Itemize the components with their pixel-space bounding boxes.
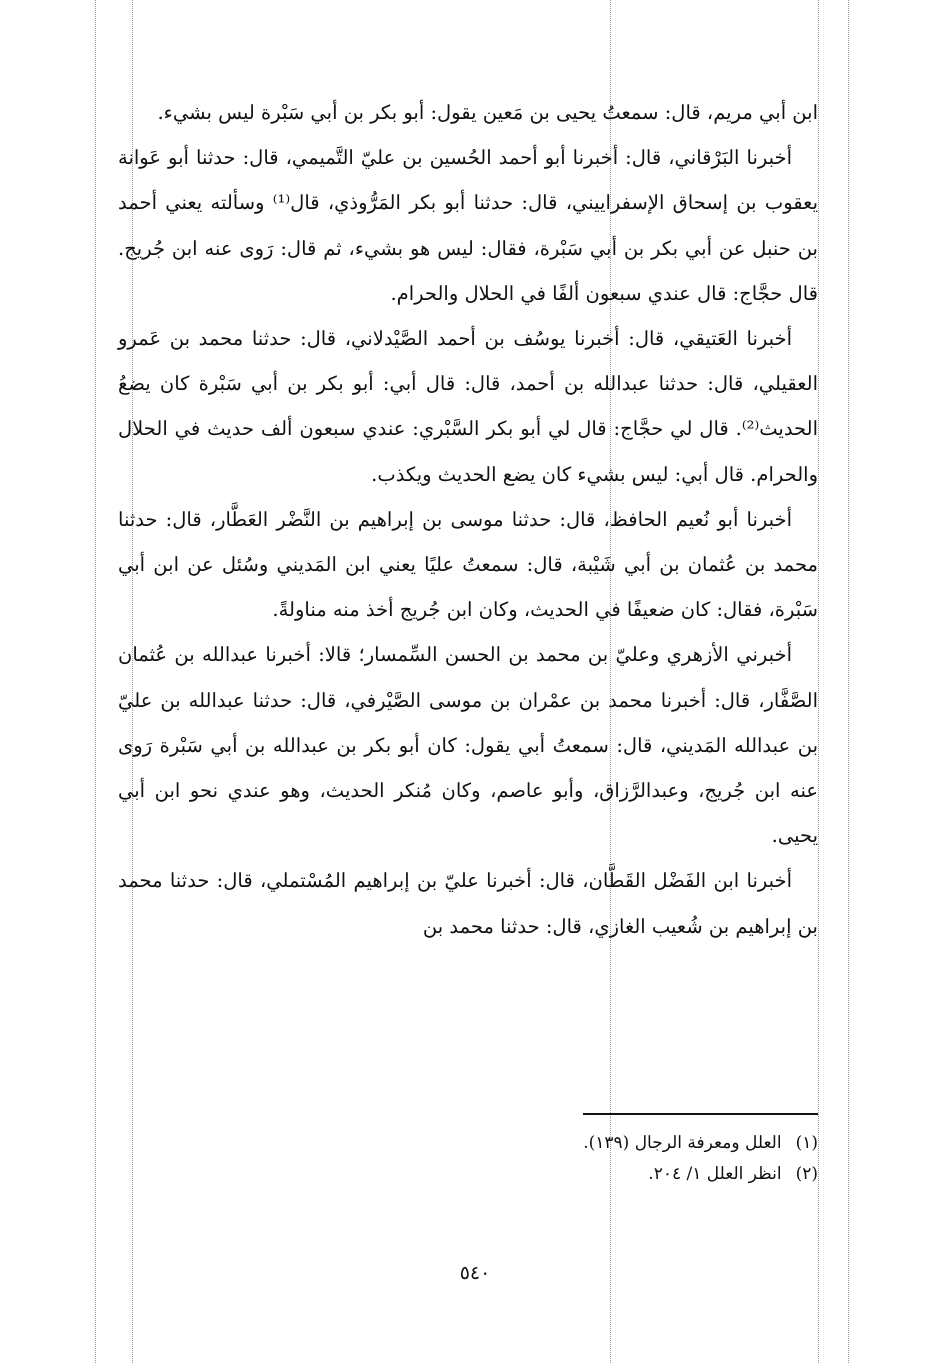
footnote bbox=[300, 1159, 818, 1190]
body-paragraph: أخبرنا ابن الفَضْل القَطَّان، قال: أخبرنا عليّ بن إبراهيم المُسْتملي، قال: حدثنا محمد بن إبراهيم بن شُعيب الغازي، قال: حدثنا محمد بن bbox=[118, 869, 818, 938]
scan-guide-line bbox=[848, 0, 849, 1363]
body-paragraph: أخبرني الأزهري وعليّ بن محمد بن الحسن السِّمسار؛ قالا: أخبرنا عبدالله بن عُثمان الصَّفَّار، قال: أخبرنا محمد بن عمْران بن موسى الصَّيْرفي، قال: حدثنا عبدالله بن عليّ بن عبدالله المَديني، قال: سمعتُ أبي يقول: كان أبو بكر بن عبدالله بن أبي سَبْرة رَوى عنه ابن جُريج، وعبدالرَّزاق، وأبو عاصم، وكان مُنكر الحديث، وهو عندي نحو ابن أبي يحيى. bbox=[118, 643, 818, 848]
body-paragraph: أخبرنا أبو نُعيم الحافظ، قال: حدثنا موسى بن إبراهيم بن النَّضْر العَطَّار، قال: حدثنا محمد بن عُثمان بن أبي شَيْبة، قال: سمعتُ عليًا يعني ابن المَديني وسُئل عن ابن أبي سَبْرة، فقال: كان ضعيفًا في الحديث، وكان ابن جُريج أخذ منه مناولةً. bbox=[118, 507, 818, 622]
body-paragraph: أخبرنا العَتيقي، قال: أخبرنا يوسُف بن أحمد الصَّيْدلاني، قال: حدثنا محمد بن عَمرو العقيلي، قال: حدثنا عبدالله بن أحمد، قال: قال أبي: أبو بكر بن أبي سَبْرة كان يضعُ الحديث⁽²⁾. قال لي حجَّاج: قال لي أبو بكر السَّبْري: عندي سبعون ألف حديث في الحلال والحرام. قال أبي: ليس بشيء كان يضع الحديث ويكذب. bbox=[118, 327, 818, 486]
scan-guide-line bbox=[818, 0, 819, 1363]
scan-guide-line bbox=[95, 0, 96, 1363]
page-body bbox=[118, 90, 818, 949]
footnote bbox=[300, 1128, 818, 1159]
page-number: ٥٤٠ bbox=[459, 1262, 491, 1284]
body-paragraph: أخبرنا البَرْقاني، قال: أخبرنا أبو أحمد الحُسين بن عليّ التَّميمي، قال: حدثنا أبو عَوانة يعقوب بن إسحاق الإسفراييني، قال: حدثنا أبو بكر المَرُّوذي، قال⁽¹⁾ وسألته يعني أحمد بن حنبل عن أبي بكر بن أبي سَبْرة، فقال: ليس هو بشيء، ثم قال: رَوى عنه ابن جُريج. قال حجَّاج: قال عندي سبعون ألفًا في الحلال والحرام. bbox=[118, 146, 818, 305]
footnotes bbox=[300, 1128, 818, 1190]
footnote-number: (٢) bbox=[795, 1164, 818, 1184]
footnote-separator bbox=[583, 1113, 818, 1115]
footnote-text: انظر العلل ١/ ٢٠٤. bbox=[648, 1164, 782, 1184]
footnote-text: العلل ومعرفة الرجال (١٣٩). bbox=[583, 1133, 782, 1153]
body-paragraph: ابن أبي مريم، قال: سمعتُ يحيى بن مَعين يقول: أبو بكر بن أبي سَبْرة ليس بشيء. bbox=[157, 101, 818, 124]
footnote-number: (١) bbox=[795, 1133, 818, 1153]
